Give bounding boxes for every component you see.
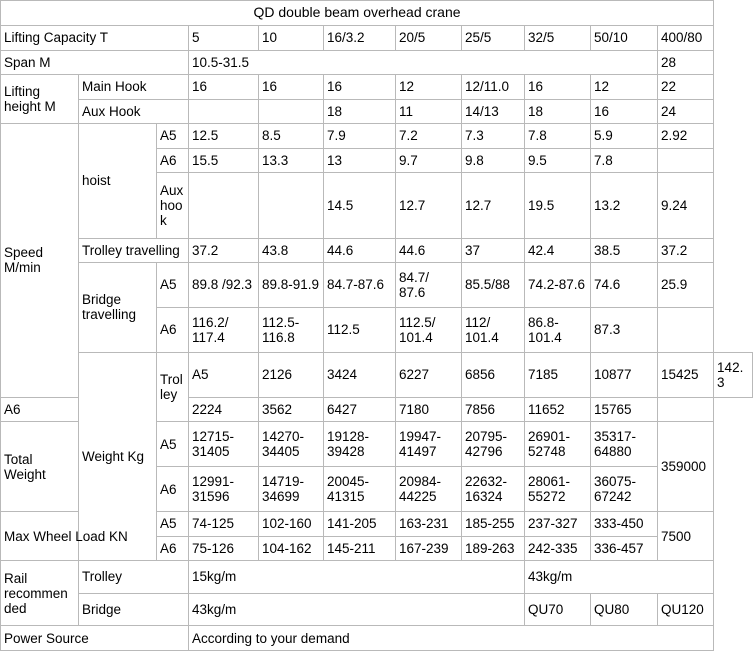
hoist-aux-8: 9.24 [658, 173, 714, 238]
table-row [1, 262, 753, 307]
hoist-aux-7: 13.2 [591, 173, 658, 238]
bridge-a6-6: 86.8-101.4 [525, 307, 591, 352]
wheel-load-8: 7500 [658, 512, 714, 561]
hoist-main-a5-1: 12.5 [189, 124, 259, 148]
span-value: 10.5-31.5 [189, 50, 658, 74]
row-label-max-wheel-load: Max Wheel Load KN [1, 512, 157, 561]
duty-a5-bridge: A5 [157, 262, 189, 307]
lifting-height-main-1: 16 [189, 75, 259, 99]
lifting-height-main-3: 16 [324, 75, 396, 99]
bridge-a5-4: 84.7/ 87.6 [396, 262, 462, 307]
table-row [1, 561, 753, 594]
capacity-col-2: 10 [259, 26, 324, 50]
table-row [1, 238, 753, 262]
row-label-aux-hook: Aux Hook [79, 99, 189, 123]
lifting-height-aux-4: 11 [396, 99, 462, 123]
wheel-load-a6-3: 145-211 [324, 536, 396, 560]
bridge-a5-1: 89.8 /92.3 [189, 262, 259, 307]
hoist-main-a5-3: 7.9 [324, 124, 396, 148]
trolley-weight-a6-5: 7856 [462, 397, 525, 421]
row-label-trolley-weight: Trolley [157, 352, 189, 421]
lifting-height-aux-5: 14/13 [462, 99, 525, 123]
hoist-main-a5-4: 7.2 [396, 124, 462, 148]
bridge-a6-3: 112.5 [324, 307, 396, 352]
row-label-main-hook: Main Hook [79, 75, 189, 99]
wheel-load-a5-1: 74-125 [189, 512, 259, 536]
rail-bridge-col6: QU70 [525, 593, 591, 626]
page-title: QD double beam overhead crane [1, 1, 714, 26]
total-weight-a6-1: 12991-31596 [189, 467, 259, 512]
lifting-height-aux-8: 24 [658, 99, 714, 123]
row-label-power-source: Power Source [1, 626, 189, 651]
hoist-main-a6-4: 9.7 [396, 148, 462, 172]
capacity-col-5: 25/5 [462, 26, 525, 50]
trolley-weight-a5-5: 7185 [525, 352, 591, 397]
trolley-travel-5: 37 [462, 238, 525, 262]
capacity-col-4: 20/5 [396, 26, 462, 50]
lifting-height-main-8: 22 [658, 75, 714, 99]
wheel-load-a5-3: 141-205 [324, 512, 396, 536]
row-label-rail-trolley: Trolley [79, 561, 189, 594]
trolley-weight-a5-2: 3424 [324, 352, 396, 397]
span-value-last: 28 [658, 50, 714, 74]
total-weight-a5-3: 19128-39428 [324, 422, 396, 467]
bridge-a6-1: 116.2/ 117.4 [189, 307, 259, 352]
lifting-height-main-4: 12 [396, 75, 462, 99]
lifting-height-main-2: 16 [259, 75, 324, 99]
bridge-a6-4: 112.5/ 101.4 [396, 307, 462, 352]
row-label-weight: Weight Kg [79, 352, 157, 560]
wheel-load-a6-6: 242-335 [525, 536, 591, 560]
trolley-weight-a6-7: 15765 [591, 397, 658, 421]
table-row [1, 1, 753, 26]
row-label-total-weight: Total Weight [1, 422, 79, 512]
trolley-weight-a5-3: 6227 [396, 352, 462, 397]
row-label-lifting-height: Lifting height M [1, 75, 79, 124]
trolley-travel-8: 37.2 [658, 238, 714, 262]
wheel-load-a6-5: 189-263 [462, 536, 525, 560]
hoist-main-a6-5: 9.8 [462, 148, 525, 172]
row-label-rail-bridge: Bridge [79, 593, 189, 626]
trolley-weight-a6-8 [658, 397, 714, 421]
total-weight-a6-5: 22632-16324 [462, 467, 525, 512]
capacity-col-8: 400/80 [658, 26, 714, 50]
total-weight-a5-4: 19947-41497 [396, 422, 462, 467]
hoist-main-a5-2: 8.5 [259, 124, 324, 148]
rail-bridge-col7: QU80 [591, 593, 658, 626]
trolley-weight-a6-1: 2224 [189, 397, 259, 421]
power-source-value: According to your demand [189, 626, 714, 651]
wheel-load-a5-5: 185-255 [462, 512, 525, 536]
table-row [1, 512, 753, 536]
total-weight-a5-5: 20795-42796 [462, 422, 525, 467]
lifting-height-main-7: 12 [591, 75, 658, 99]
rail-trolley-left: 15kg/m [189, 561, 525, 594]
duty-a5-hoist-main: A5 [157, 124, 189, 148]
wheel-load-a6-4: 167-239 [396, 536, 462, 560]
hoist-main-a5-7: 5.9 [591, 124, 658, 148]
capacity-col-1: 5 [189, 26, 259, 50]
total-weight-a6-7: 36075-67242 [591, 467, 658, 512]
total-weight-a5-6: 26901-52748 [525, 422, 591, 467]
duty-a6-hoist-main: A6 [157, 148, 189, 172]
lifting-height-main-5: 12/11.0 [462, 75, 525, 99]
trolley-travel-7: 38.5 [591, 238, 658, 262]
table-row [1, 50, 753, 74]
table-row [1, 75, 753, 99]
bridge-a5-7: 74.6 [591, 262, 658, 307]
total-weight-a6-3: 20045-41315 [324, 467, 396, 512]
rail-bridge-col8: QU120 [658, 593, 714, 626]
table-row [1, 593, 753, 626]
lifting-height-aux-2 [259, 99, 324, 123]
hoist-aux-5: 12.7 [462, 173, 525, 238]
lifting-height-aux-1 [189, 99, 259, 123]
duty-a6-wheel-load: A6 [157, 536, 189, 560]
wheel-load-a6-7: 336-457 [591, 536, 658, 560]
row-label-hoist: hoist [79, 124, 157, 238]
trolley-weight-a5-7: 15425 [658, 352, 714, 397]
trolley-weight-a6-2: 3562 [259, 397, 324, 421]
table-row [1, 99, 753, 123]
hoist-main-a6-6: 9.5 [525, 148, 591, 172]
hoist-main-a6-8 [658, 148, 714, 172]
capacity-col-7: 50/10 [591, 26, 658, 50]
trolley-weight-a5-8: 142.3 [714, 352, 753, 397]
hoist-main-a6-2: 13.3 [259, 148, 324, 172]
bridge-a6-5: 112/ 101.4 [462, 307, 525, 352]
trolley-weight-a5-1: 2126 [259, 352, 324, 397]
trolley-weight-a6-3: 6427 [324, 397, 396, 421]
row-label-trolley-travelling: Trolley travelling [79, 238, 189, 262]
lifting-height-aux-3: 18 [324, 99, 396, 123]
wheel-load-a5-4: 163-231 [396, 512, 462, 536]
duty-a5-trolley-weight: A5 [189, 352, 259, 397]
bridge-a5-2: 89.8-91.9 [259, 262, 324, 307]
wheel-load-a6-2: 104-162 [259, 536, 324, 560]
hoist-aux-3: 14.5 [324, 173, 396, 238]
trolley-weight-a5-6: 10877 [591, 352, 658, 397]
total-weight-a5-2: 14270-34405 [259, 422, 324, 467]
row-label-rail-recommended: Rail recommended [1, 561, 79, 626]
table-row [1, 626, 753, 651]
lifting-height-aux-6: 18 [525, 99, 591, 123]
hoist-main-a6-1: 15.5 [189, 148, 259, 172]
bridge-a5-8: 25.9 [658, 262, 714, 307]
trolley-travel-2: 43.8 [259, 238, 324, 262]
hoist-main-a6-3: 13 [324, 148, 396, 172]
bridge-a6-2: 112.5-116.8 [259, 307, 324, 352]
hoist-aux-4: 12.7 [396, 173, 462, 238]
table-row [1, 124, 753, 148]
total-weight-a5-1: 12715-31405 [189, 422, 259, 467]
total-weight-a6-6: 28061-55272 [525, 467, 591, 512]
trolley-weight-a5-4: 6856 [462, 352, 525, 397]
duty-a5-wheel-load: A5 [157, 512, 189, 536]
hoist-aux-2 [259, 173, 324, 238]
wheel-load-a6-1: 75-126 [189, 536, 259, 560]
capacity-col-6: 32/5 [525, 26, 591, 50]
total-weight-a5-7: 35317-64880 [591, 422, 658, 467]
hoist-aux-6: 19.5 [525, 173, 591, 238]
wheel-load-a5-2: 102-160 [259, 512, 324, 536]
total-weight-a6-2: 14719-34699 [259, 467, 324, 512]
total-weight-8: 359000 [658, 422, 714, 512]
trolley-weight-a6-6: 11652 [525, 397, 591, 421]
bridge-a5-3: 84.7-87.6 [324, 262, 396, 307]
trolley-weight-a6-4: 7180 [396, 397, 462, 421]
total-weight-a6-4: 20984-44225 [396, 467, 462, 512]
duty-a6-trolley-weight: A6 [1, 397, 79, 421]
rail-bridge-left: 43kg/m [189, 593, 525, 626]
row-label-hoist-aux-hook: Aux hook [157, 173, 189, 238]
hoist-main-a6-7: 7.8 [591, 148, 658, 172]
duty-a6-bridge: A6 [157, 307, 189, 352]
table-row [1, 352, 753, 397]
row-label-span: Span M [1, 50, 189, 74]
trolley-travel-1: 37.2 [189, 238, 259, 262]
duty-a5-total-weight: A5 [157, 422, 189, 467]
capacity-col-3: 16/3.2 [324, 26, 396, 50]
row-label-bridge-travelling: Bridge travelling [79, 262, 157, 352]
wheel-load-a5-6: 237-327 [525, 512, 591, 536]
table-row [1, 26, 753, 50]
duty-a6-total-weight: A6 [157, 467, 189, 512]
row-label-lifting-capacity: Lifting Capacity T [1, 26, 189, 50]
trolley-travel-4: 44.6 [396, 238, 462, 262]
row-label-speed: Speed M/min [1, 124, 79, 398]
trolley-travel-3: 44.6 [324, 238, 396, 262]
bridge-a6-7: 87.3 [591, 307, 658, 352]
bridge-a6-8 [658, 307, 714, 352]
lifting-height-aux-7: 16 [591, 99, 658, 123]
hoist-main-a5-8: 2.92 [658, 124, 714, 148]
trolley-travel-6: 42.4 [525, 238, 591, 262]
rail-trolley-right: 43kg/m [525, 561, 714, 594]
bridge-a5-5: 85.5/88 [462, 262, 525, 307]
hoist-aux-1 [189, 173, 259, 238]
wheel-load-a5-7: 333-450 [591, 512, 658, 536]
bridge-a5-6: 74.2-87.6 [525, 262, 591, 307]
hoist-main-a5-6: 7.8 [525, 124, 591, 148]
lifting-height-main-6: 16 [525, 75, 591, 99]
hoist-main-a5-5: 7.3 [462, 124, 525, 148]
